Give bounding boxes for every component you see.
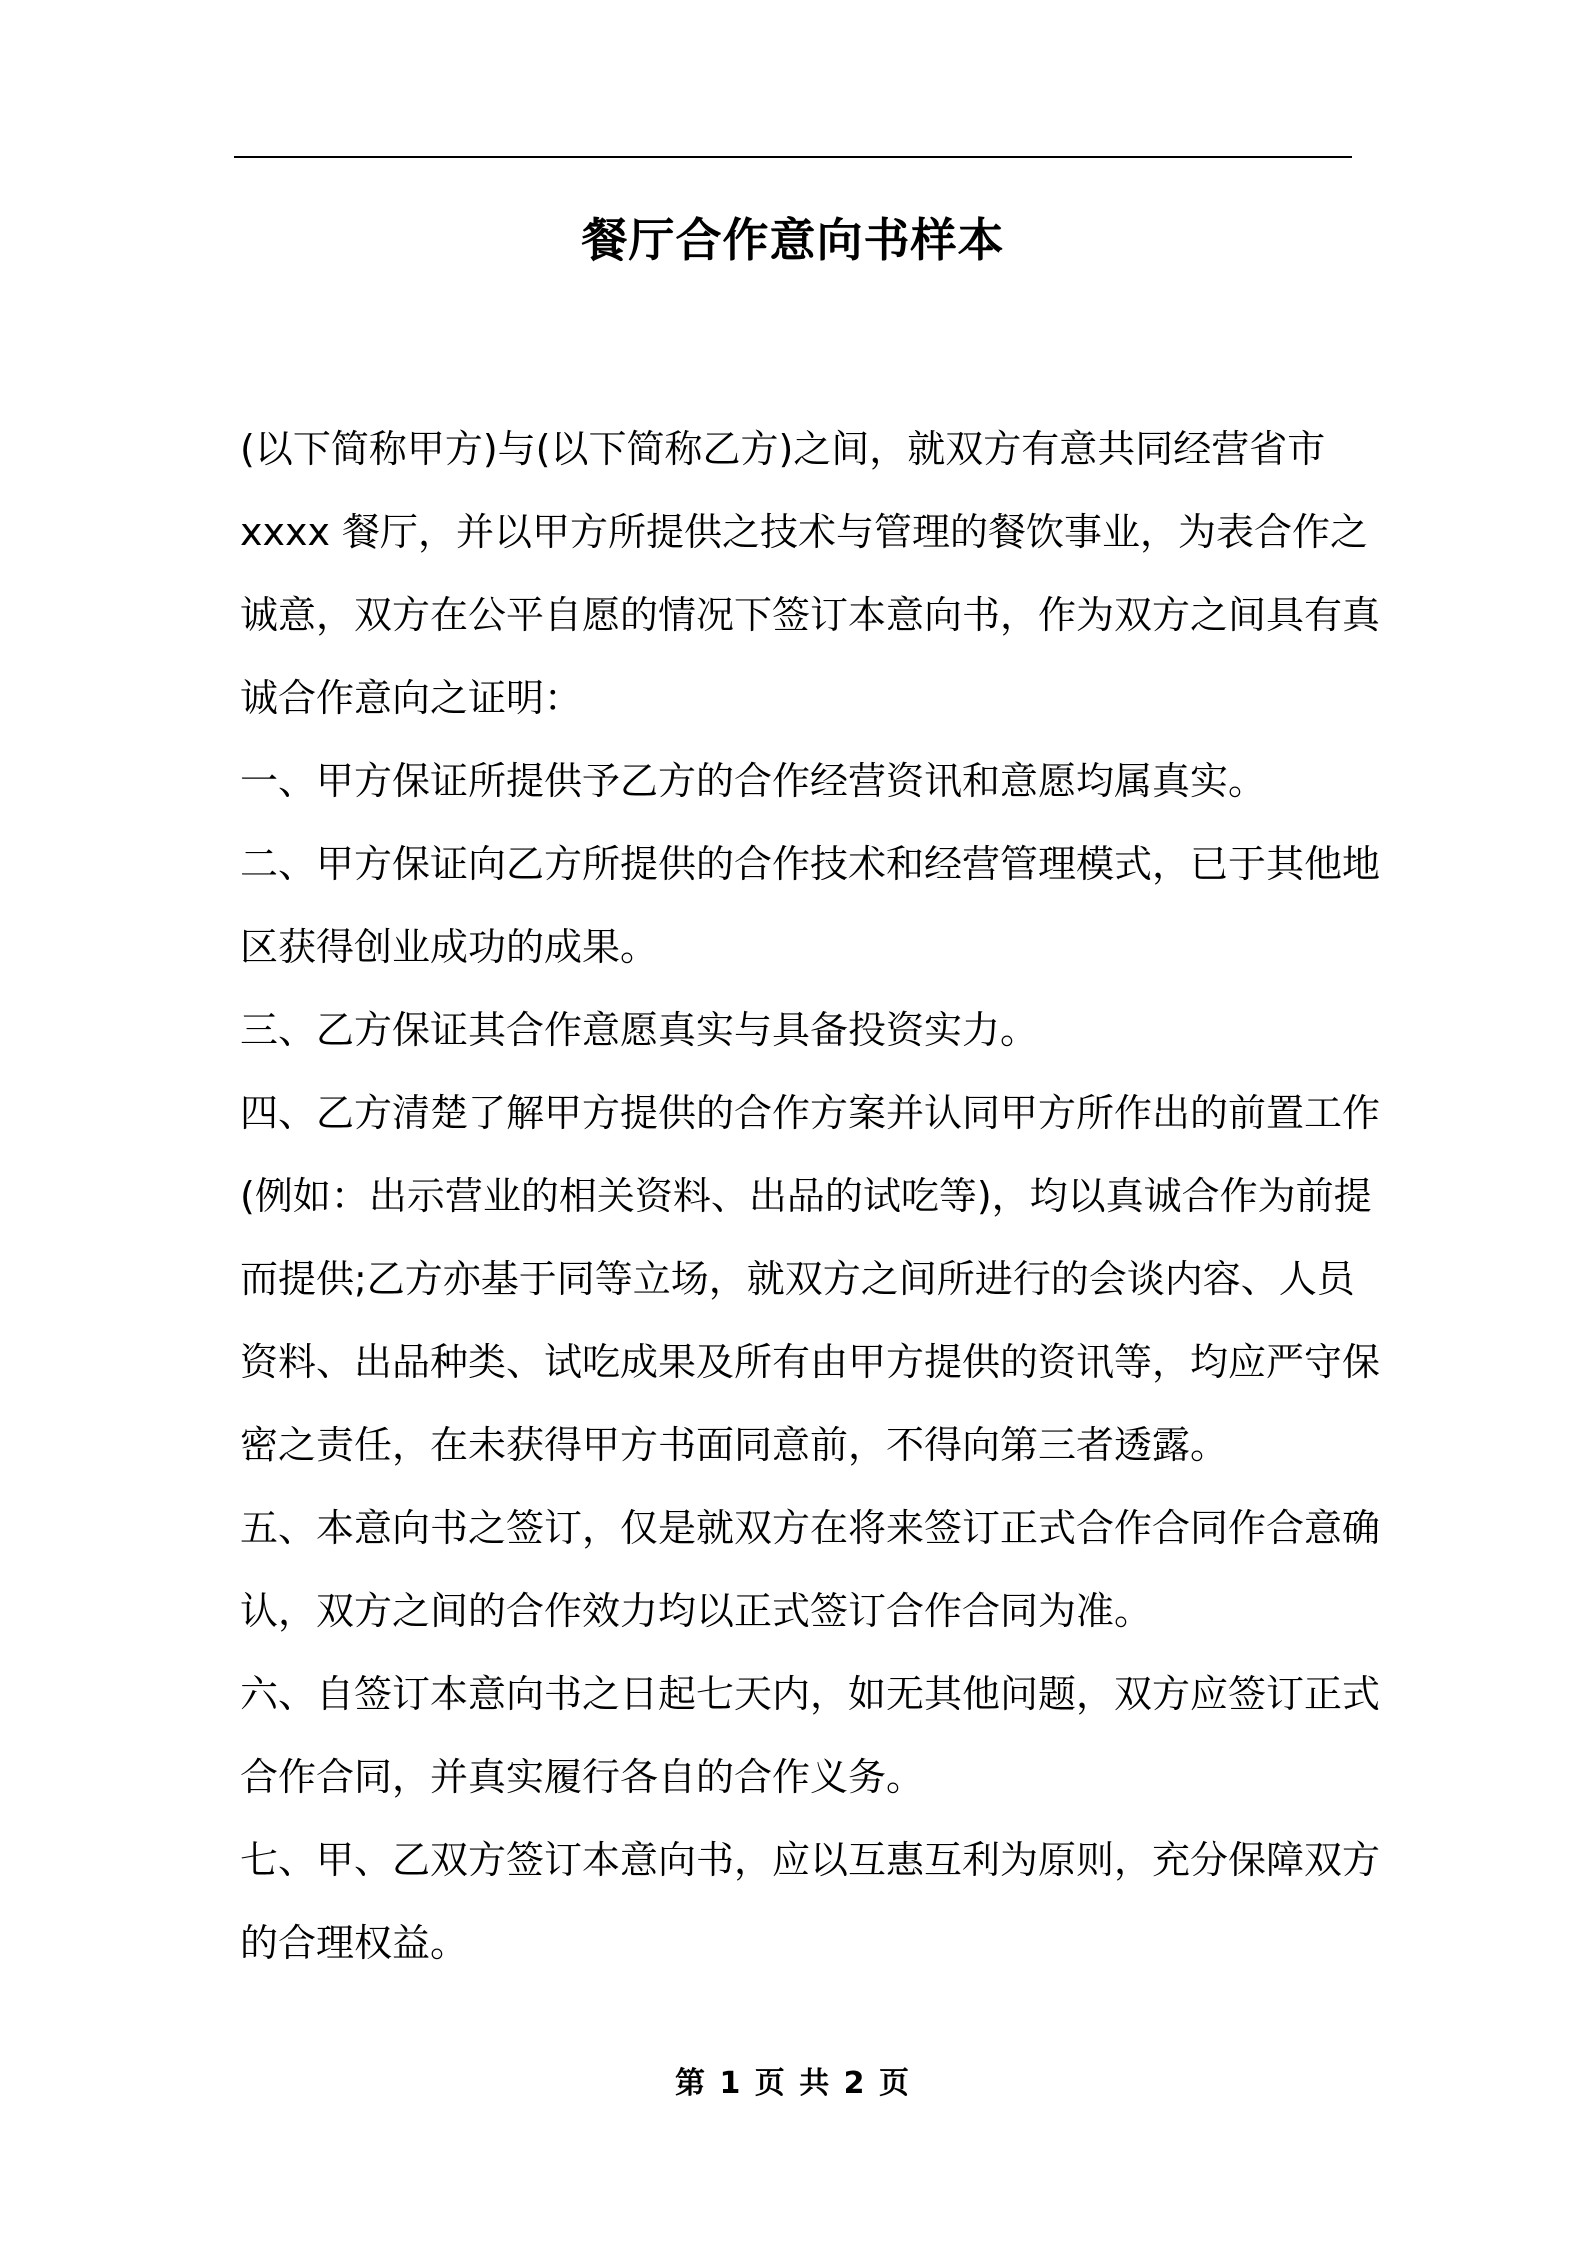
text-line: 认，双方之间的合作效力均以正式签订合作合同为准。 <box>240 1589 1153 1633</box>
paragraph-clause-2 <box>240 823 1381 989</box>
paragraph-clause-7 <box>240 1819 1381 1985</box>
text-line: 合作合同，并真实履行各自的合作义务。 <box>240 1755 925 1799</box>
text-line: 七、甲、乙双方签订本意向书，应以互惠互利为原则，充分保障双方 <box>240 1838 1381 1882</box>
paragraph-clause-4 <box>240 1072 1381 1487</box>
paragraph-clause-1 <box>240 740 1360 823</box>
text-line: 而提供;乙方亦基于同等立场，就双方之间所进行的会谈内容、人员 <box>240 1257 1355 1301</box>
text-line: 资料、出品种类、试吃成果及所有由甲方提供的资讯等，均应严守保 <box>240 1340 1381 1384</box>
paragraph-intro <box>240 408 1381 740</box>
paragraph-clause-5 <box>240 1487 1381 1653</box>
text-line: 三、乙方保证其合作意愿真实与具备投资实力。 <box>240 1008 1039 1052</box>
paragraph-clause-6 <box>240 1653 1381 1819</box>
paragraph-clause-3 <box>240 989 1360 1072</box>
text-line: 一、甲方保证所提供予乙方的合作经营资讯和意愿均属真实。 <box>240 759 1267 803</box>
text-line: 六、自签订本意向书之日起七天内，如无其他问题，双方应签订正式 <box>240 1672 1381 1716</box>
page-number: 第 1 页 共 2 页 <box>675 2066 911 2101</box>
document-title: 餐厅合作意向书样本 <box>581 213 1005 267</box>
text-line: 区获得创业成功的成果。 <box>240 925 659 969</box>
text-line: (例如：出示营业的相关资料、出品的试吃等)，均以真诚合作为前提 <box>240 1174 1372 1218</box>
text-line: xxxx 餐厅，并以甲方所提供之技术与管理的餐饮事业，为表合作之 <box>240 510 1369 554</box>
text-line: 诚意，双方在公平自愿的情况下签订本意向书，作为双方之间具有真 <box>240 593 1381 637</box>
header-rule <box>234 156 1352 158</box>
text-line: (以下简称甲方)与(以下简称乙方)之间，就双方有意共同经营省市 <box>240 427 1326 471</box>
text-line: 的合理权益。 <box>240 1921 469 1965</box>
text-line: 四、乙方清楚了解甲方提供的合作方案并认同甲方所作出的前置工作 <box>240 1091 1381 1135</box>
text-line: 五、本意向书之签订，仅是就双方在将来签订正式合作合同作合意确 <box>240 1506 1381 1550</box>
text-line: 二、甲方保证向乙方所提供的合作技术和经营管理模式，已于其他地 <box>240 842 1381 886</box>
text-line: 密之责任，在未获得甲方书面同意前，不得向第三者透露。 <box>240 1423 1229 1467</box>
text-line: 诚合作意向之证明： <box>240 676 583 720</box>
document-body <box>240 408 1381 1985</box>
